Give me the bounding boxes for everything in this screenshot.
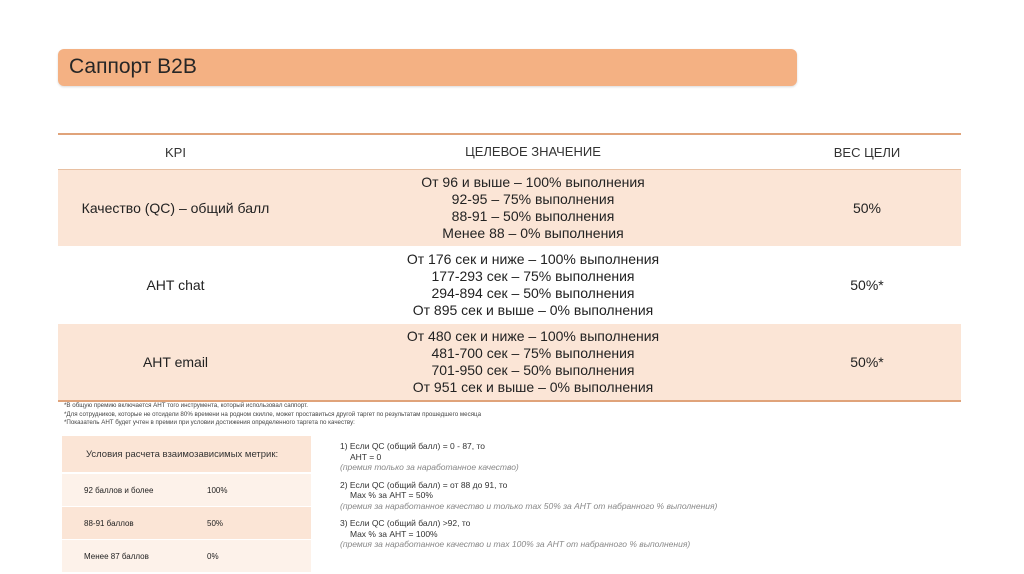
footnote: *В общую премию включается AHT того инструмента, который использовал саппорт.	[64, 402, 309, 409]
conditions-table	[62, 436, 311, 572]
table-row	[58, 323, 961, 400]
footnote: *Для сотрудников, которые не отсидели 80% времени на родном скилле, может проставиться другой таргет по результатам прошедшего месяца	[64, 410, 482, 418]
target-line: 177-293 сек – 75% выполнения	[431, 267, 635, 284]
target-line: 481-700 сек – 75% выполнения	[431, 344, 635, 361]
kpi-weight: 50%*	[850, 354, 884, 370]
kpi-weight: 50%	[852, 200, 882, 216]
kpi-targets	[293, 174, 773, 243]
conditions-score: Менее 87 баллов	[84, 551, 149, 561]
conditions-row	[62, 506, 311, 539]
conditions-score: 92 баллов и более	[84, 485, 154, 495]
header-target: ЦЕЛЕВОЕ ЗНАЧЕНИЕ	[465, 144, 601, 160]
conditions-row	[62, 539, 311, 572]
target-line: 88-91 – 50% выполнения	[451, 208, 615, 224]
kpi-name: Качество (QC) – общий балл	[81, 200, 270, 216]
target-line: От 895 сек и выше – 0% выполнения	[412, 302, 654, 319]
target-line: 294-894 сек – 50% выполнения	[431, 285, 635, 301]
header-kpi: KPI	[165, 144, 186, 160]
target-line: 92-95 – 75% выполнения	[451, 190, 615, 207]
rule-result: Max % за AHT = 100%	[350, 528, 438, 539]
footnote: *Показатель AHT будет учтен в премии при условии достижения определенного таргета по качеству:	[64, 419, 355, 426]
conditions-value: 100%	[207, 485, 228, 495]
rule-condition: 1) Если QC (общий балл) = 0 - 87, то	[340, 441, 486, 451]
rule-condition: 2) Если QC (общий балл) = от 88 до 91, то	[340, 479, 508, 490]
table-header-row	[58, 135, 961, 170]
rule-item	[340, 441, 717, 473]
kpi-weight: 50%*	[850, 277, 884, 293]
rule-note: (премия только за наработанное качество)	[340, 462, 519, 472]
conditions-score: 88-91 баллов	[84, 518, 134, 528]
table-row	[58, 170, 961, 246]
rule-item	[340, 480, 717, 512]
target-line: 701-950 сек – 50% выполнения	[431, 362, 635, 378]
kpi-name: AHT email	[142, 354, 209, 370]
conditions-row	[62, 473, 311, 506]
kpi-targets	[293, 251, 773, 320]
table-row	[58, 246, 961, 323]
conditions-value: 0%	[207, 551, 219, 561]
target-line: От 951 сек и выше – 0% выполнения	[412, 379, 654, 396]
conditions-value: 50%	[207, 518, 224, 528]
conditions-header: Условия расчета взаимозависимых метрик:	[62, 436, 311, 473]
page-title: Саппорт B2B	[69, 55, 197, 78]
rule-note: (премия за наработанное качество и max 100% за AHT от набранного % выполнения)	[340, 539, 691, 549]
header-weight: ВЕС ЦЕЛИ	[833, 144, 901, 160]
rule-result: AHT = 0	[350, 451, 382, 462]
rule-item	[340, 518, 717, 550]
footnotes	[64, 402, 481, 428]
rule-note: (премия за наработанное качество и только max 50% за AHT от набранного % выполнения)	[340, 500, 718, 511]
kpi-name: AHT chat	[146, 277, 205, 293]
rule-condition: 3) Если QC (общий балл) >92, то	[340, 518, 471, 528]
target-line: От 176 сек и ниже – 100% выполнения	[406, 250, 660, 267]
kpi-table	[58, 133, 961, 402]
target-line: Менее 88 – 0% выполнения	[442, 225, 624, 242]
rule-result: Max % за AHT = 50%	[350, 490, 433, 500]
title-banner	[58, 49, 797, 86]
rules-list	[340, 441, 717, 557]
target-line: От 480 сек и ниже – 100% выполнения	[406, 327, 660, 344]
target-line: От 96 и выше – 100% выполнения	[421, 173, 645, 190]
kpi-targets	[293, 328, 773, 397]
